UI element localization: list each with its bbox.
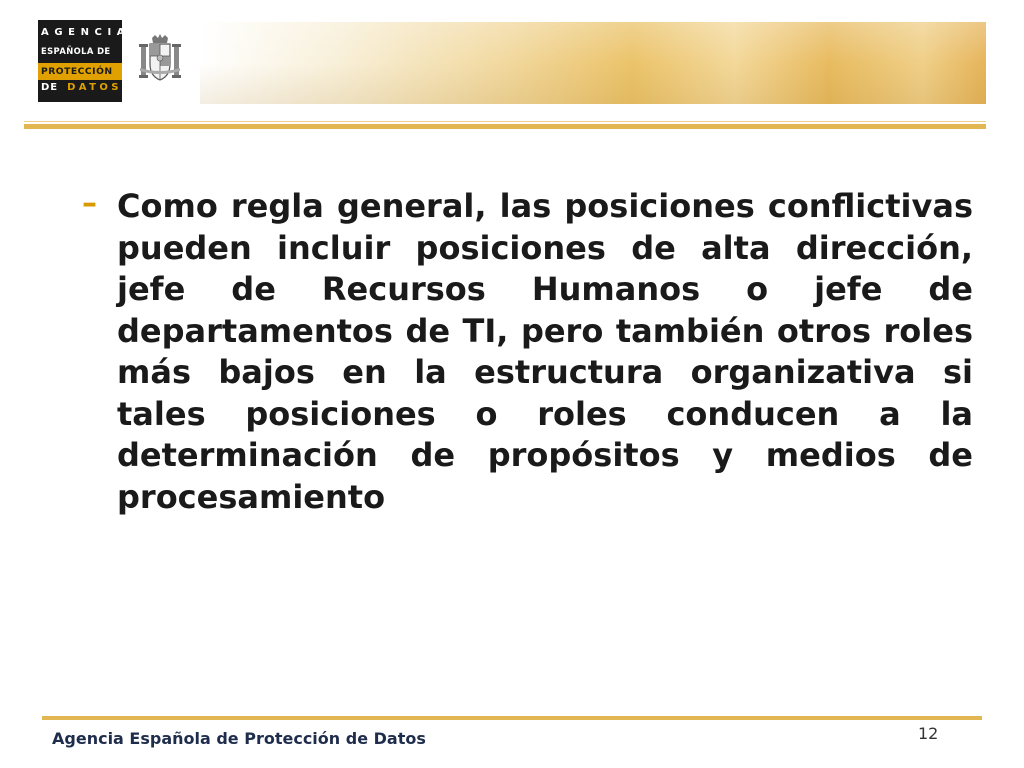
logo-line-de-datos bbox=[41, 82, 122, 93]
spanish-coat-of-arms-icon bbox=[138, 34, 182, 86]
header-divider bbox=[24, 124, 986, 129]
header-banner-overlay bbox=[200, 22, 986, 104]
bullet-dash: – bbox=[82, 186, 97, 221]
header-divider-thin bbox=[24, 121, 986, 122]
logo-line-espanola: ESPAÑOLA DE bbox=[41, 46, 111, 56]
body-paragraph: Como regla general, las posiciones conflictivas pueden incluir posiciones de alta dirección, jefe de Recursos Humanos o jefe de departamentos de TI, pero también otros roles más bajos en la estructura organizativa si tales posiciones o roles conducen a la determinación de propósitos y medios de procesamiento bbox=[117, 187, 973, 516]
logo-de: DE bbox=[41, 82, 59, 93]
logo-line-proteccion: PROTECCIÓN bbox=[38, 63, 122, 80]
agency-logo bbox=[38, 20, 131, 102]
logo-datos: DATOS bbox=[67, 82, 122, 93]
logo-line-agencia: AGENCIA bbox=[41, 27, 131, 38]
footer-organization: Agencia Española de Protección de Datos bbox=[52, 729, 426, 748]
footer-divider bbox=[42, 716, 982, 720]
page-number: 12 bbox=[918, 724, 939, 743]
header-banner bbox=[200, 22, 986, 104]
